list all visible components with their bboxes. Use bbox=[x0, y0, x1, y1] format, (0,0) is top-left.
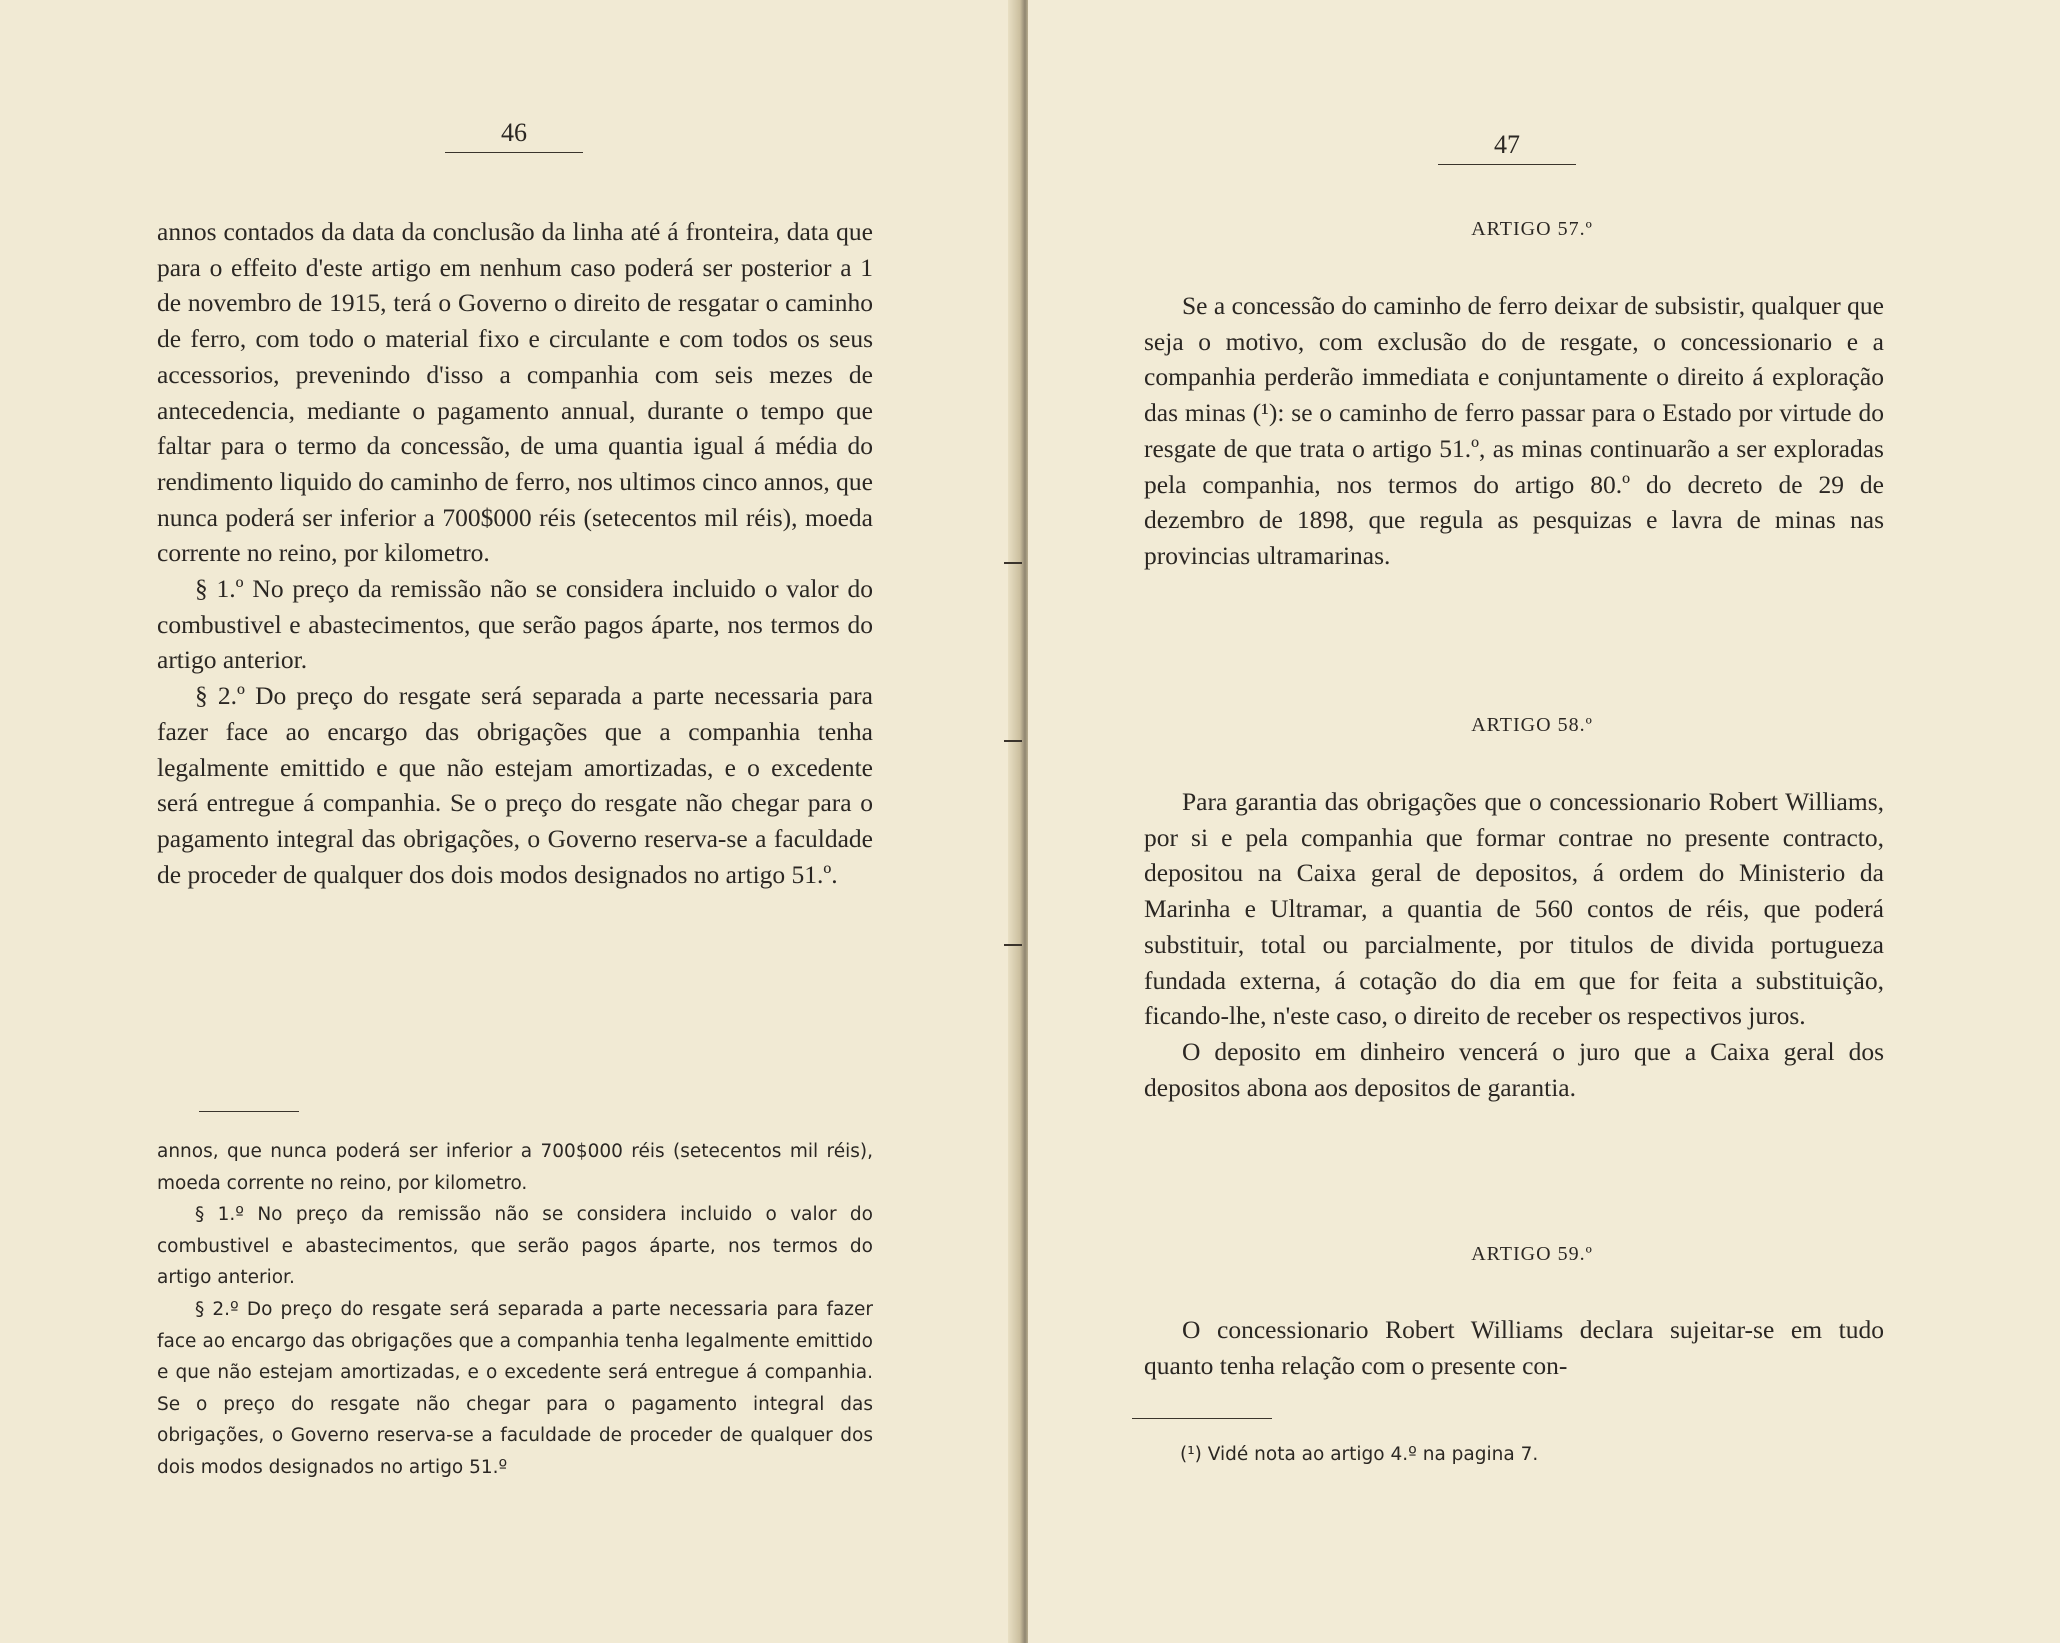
paragraph: § 1.º No preço da remissão não se considera incluido o valor do combustivel e abastecimentos, que serão pagos áparte, nos termos do artigo anterior. bbox=[157, 574, 873, 675]
article-text bbox=[1144, 784, 1884, 1105]
footnote-paragraph: annos, que nunca poderá ser inferior a 700$000 réis (setecentos mil réis), moeda corrente no reino, por kilometro. bbox=[157, 1141, 873, 1194]
paragraph: Se a concessão do caminho de ferro deixar de subsistir, qualquer que seja o motivo, com exclusão do de resgate, o concessionario e a companhia perderão immediata e conjuntamente o direito á exploração das minas (¹): se o caminho de ferro passar para o Estado por virtude do resgate de que trata o artigo 51.º, as minas continuarão a ser exploradas pela companhia, nos termos do artigo 80.º do decreto de 29 de dezembro de 1898, que regula as pesquizas e lavra de minas nas provincias ultramarinas. bbox=[1144, 291, 1884, 570]
footnote-paragraph: § 2.º Do preço do resgate será separada a parte necessaria para fazer face ao encargo das obrigações que a companhia tenha legalmente emittido e que não estejam amortizadas, e o excedente será entregue á companhia. Se o preço do resgate não chegar para o pagamento integral das obrigações, o Governo reserva-se a faculdade de proceder de qualquer dos dois modos designados no artigo 51.º bbox=[157, 1298, 873, 1478]
binding-mark bbox=[1004, 562, 1022, 564]
article-heading: ARTIGO 57.º bbox=[1471, 218, 1593, 240]
right-page bbox=[1028, 0, 2060, 1643]
footnote-block bbox=[157, 1136, 873, 1484]
footnote-rule bbox=[199, 1111, 299, 1112]
paragraph: O concessionario Robert Williams declara sujeitar-se em tudo quanto tenha relação com o presente con- bbox=[1144, 1315, 1884, 1380]
article-text bbox=[1144, 1312, 1884, 1383]
page-number: 46 bbox=[445, 118, 583, 153]
binding-mark bbox=[1004, 740, 1022, 742]
binding-mark bbox=[1004, 944, 1022, 946]
footnote bbox=[1180, 1444, 1538, 1465]
article-heading: ARTIGO 59.º bbox=[1471, 1243, 1593, 1265]
footnote-paragraph: § 1.º No preço da remissão não se considera incluido o valor do combustivel e abastecimentos, que serão pagos áparte, nos termos do artigo anterior. bbox=[157, 1204, 873, 1289]
paragraph: O deposito em dinheiro vencerá o juro que a Caixa geral dos depositos abona aos depositos de garantia. bbox=[1144, 1036, 1884, 1102]
footnote-rule bbox=[1132, 1418, 1272, 1419]
page-number: 47 bbox=[1438, 130, 1576, 165]
paragraph: § 2.º Do preço do resgate será separada a parte necessaria para fazer face ao encargo das obrigações que a companhia tenha legalmente emittido e que não estejam amortizadas, e o excedente será entregue á companhia. Se o preço do resgate não chegar para o pagamento integral das obrigações, o Governo reserva-se a faculdade de proceder de qualquer dos dois modos designados no artigo 51.º. bbox=[157, 681, 873, 889]
article-heading: ARTIGO 58.º bbox=[1471, 714, 1593, 736]
paragraph: Para garantia das obrigações que o concessionario Robert Williams, por si e pela companhia que formar contrae no presente contracto, depositou na Caixa geral de depositos, á ordem do Ministerio da Marinha e Ultramar, a quantia de 560 contos de réis, que poderá substituir, total ou parcialmente, por titulos de divida portugueza fundada externa, á cotação do dia em que for feita a substituição, ficando-lhe, n'este caso, o direito de receber os respectivos juros. bbox=[1144, 787, 1884, 1031]
left-page bbox=[0, 0, 1018, 1643]
main-text bbox=[157, 214, 873, 892]
paragraph: annos contados da data da conclusão da linha até á fronteira, data que para o effeito d'este artigo em nenhum caso poderá ser posterior a 1 de novembro de 1915, terá o Governo o direito de resgatar o caminho de ferro, com todo o material fixo e circulante e com todos os seus accessorios, prevenindo d'isso a companhia com seis mezes de antecedencia, mediante o pagamento annual, durante o tempo que faltar para o termo da concessão, de uma quantia igual á média do rendimento liquido do caminho de ferro, nos ultimos cinco annos, que nunca poderá ser inferior a 700$000 réis (setecentos mil réis), moeda corrente no reino, por kilometro. bbox=[157, 217, 873, 568]
footnote-text: Vidé nota ao artigo 4.º na pagina 7. bbox=[1207, 1444, 1539, 1465]
article-text bbox=[1144, 288, 1884, 574]
footnote-marker: (¹) bbox=[1180, 1444, 1202, 1465]
